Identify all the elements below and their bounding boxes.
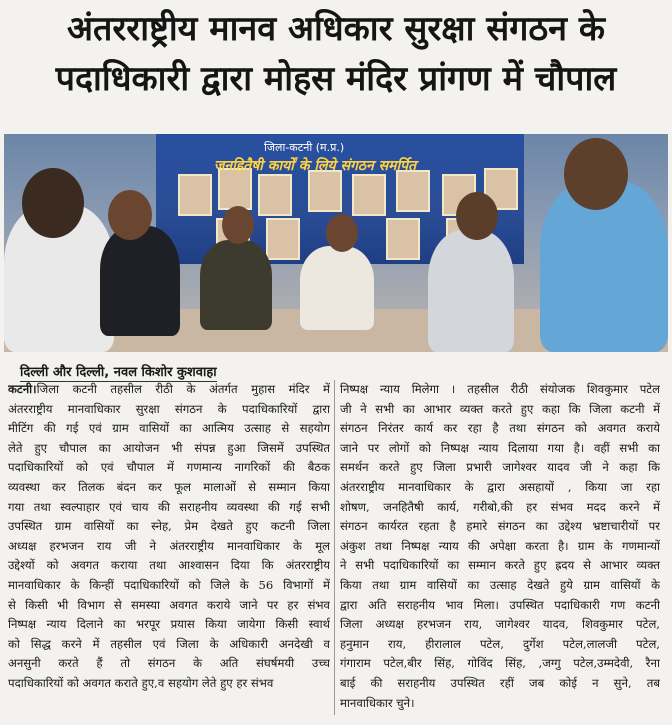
person-vest	[200, 240, 272, 330]
article-line-text: जाने पर लोगों को निष्पक्ष न्याय दिलाया गया है। वहीं सभी का	[340, 440, 660, 455]
article-line-text: ने सभी पदाधिकारियों का सम्मान करते हुए ह्रदय से आभार व्यक्त	[340, 558, 660, 573]
article-line	[8, 674, 330, 694]
person-head	[22, 168, 84, 238]
article-line	[8, 439, 330, 459]
person-head	[564, 138, 628, 210]
person-head	[108, 190, 152, 240]
person-dark-jacket	[100, 226, 180, 336]
article-line	[8, 380, 330, 400]
article-line	[340, 615, 660, 635]
article-line-text: पदाधिकारियों को अवगत कराते हुए,व सहयोग लेते हुए हर संभव	[8, 675, 274, 690]
banner-portrait	[178, 174, 212, 216]
article-line	[8, 654, 330, 674]
banner-portrait	[258, 174, 292, 216]
banner-portrait	[352, 174, 386, 216]
article-line-text: द्वारा अति सराहनीय भाव मिला। उपस्थित पदाधिकारी गण कटनी	[340, 597, 660, 612]
banner-portrait	[308, 170, 342, 212]
article-line-text: अंतरराष्ट्रीय मानवाधिकार के द्वारा असहायों , किया जा रहा	[340, 479, 660, 494]
article-line-text: अंतरराष्ट्रीय मानवाधिकार सुरक्षा संगठन के पदाधिकारियों द्वारा	[8, 401, 330, 416]
person-white-kurta	[300, 246, 374, 330]
article-line-text: मानवाधिकार के किन्हीं पदाधिकारियों को जिले के 56 विभागों में	[8, 577, 330, 592]
article-line	[340, 537, 660, 557]
article-line-text: अध्यक्ष हरभजन राय जी ने अंतरराष्ट्रीय मानवाधिकार के मूल	[8, 538, 330, 553]
person-head	[326, 214, 358, 252]
article-line-text: संगठन निरंतर कार्य कर रहा है तथा संगठन को अवगत कराये	[340, 421, 660, 436]
headline	[10, 4, 662, 104]
article-line	[8, 478, 330, 498]
column-divider	[334, 380, 335, 715]
article-line	[8, 556, 330, 576]
article-line	[8, 576, 330, 596]
article-line-text: उद्देश्यों को अवगत कराया तथा आश्वासन दिया कि अंतरराष्ट्रीय	[8, 558, 330, 573]
headline-line-1: अंतरराष्ट्रीय मानव अधिकार सुरक्षा संगठन के	[67, 9, 605, 49]
article-line-text: पदाधिकारियों को एवं चौपाल में गणमान्य नागरिकों की बैठक	[8, 460, 330, 475]
article-line	[340, 654, 660, 674]
article-line-text: हनुमान राय, हीरालाल पटेल, दुर्गेश पटेल,लालजी पटेल,	[340, 636, 660, 651]
article-line-text: लेते हुए चौपाल का आयोजन भी संपन्न हुआ जिसमें उपस्थित	[8, 440, 330, 455]
article-line-text: मानवाधिकार चुने।	[340, 695, 415, 710]
article-line-text: शोषण, जनहितैषी कार्य, गरीबो,की हर संभव मदद करने में	[340, 499, 660, 514]
article-line	[340, 380, 660, 400]
article-line	[8, 517, 330, 537]
article-line-text: व्यवस्था कर तिलक बंदन कर फूल मालाओं से सम्मान किया	[8, 479, 330, 494]
banner-portrait	[266, 218, 300, 260]
article-line	[8, 498, 330, 518]
person-head	[456, 192, 498, 240]
banner-district-text: जिला-कटनी (म.प्र.)	[264, 141, 345, 154]
article-line-text: समर्थन करते हुए जिला प्रभारी जागेश्वर यादव जी ने कहा कि	[340, 460, 660, 475]
article-line-text: बाई की सराहनीय उपस्थित रहीं जब कोई न सुने, तब	[340, 675, 660, 690]
article-line-text: संगठन कार्यरत रहता है हमारे संगठन का उद्देश्य भ्रष्टाचारीयों पर	[340, 519, 660, 534]
article-line-text: मीटिंग की गई एवं ग्राम वासियों का आत्मिय उत्साह से सहयोग	[8, 421, 330, 436]
article-line	[340, 419, 660, 439]
article-line	[340, 478, 660, 498]
article-line-text: उपस्थित ग्राम वासियों का स्नेह, प्रेम देखते हुए कटनी जिला	[8, 519, 330, 534]
article-line	[340, 517, 660, 537]
article-line-text: गंगाराम पटेल,बीर सिंह, गोविंद सिंह, ,जग्गु पटेल,उम्मदेवी, रैना	[340, 656, 660, 671]
article-line-text: किया तथा ग्राम वासियों का उत्साह देखते हुये ग्राम वासियों के	[340, 577, 660, 592]
article-line	[340, 458, 660, 478]
article-line-text: अनसुनी करते हैं तो संगठन के अति संघर्षमयी उच्च	[8, 656, 330, 671]
article-column-1	[8, 380, 330, 694]
article-line	[8, 400, 330, 420]
article-line	[340, 576, 660, 596]
article-line	[8, 635, 330, 655]
article-line	[8, 537, 330, 557]
article-line	[8, 596, 330, 616]
news-photo	[4, 134, 668, 352]
banner-slogan-text: जनहितैषी कार्यों के लिये संगठन समर्पित	[214, 158, 417, 174]
article-line-text: से किसी भी विभाग से समस्या अवगत कराये जाने पर हर संभव	[8, 597, 330, 612]
banner-portrait	[386, 218, 420, 260]
article-line	[340, 498, 660, 518]
article-line-text: जिला कटनी तहसील रीठी के अंतर्गत मुहास मंदिर में	[36, 382, 330, 396]
article-line-text: निष्पक्ष न्याय दिलाने का भरपूर प्रयास किया जायेगा किसी स्वार्थ	[8, 617, 330, 632]
article-line-text: गया तथा स्वल्पाहार एवं चाय की सराहनीय व्यवस्था की गई सभी	[8, 499, 330, 514]
person-head	[222, 206, 254, 244]
headline-line-2: पदाधिकारी द्वारा मोहस मंदिर प्रांगण में चौपाल	[55, 59, 617, 99]
article-line	[340, 439, 660, 459]
article-line-text: जिला अध्यक्ष हरभजन राय, जागेश्वर यादव, शिवकुमार पटेल,	[340, 617, 660, 632]
article-line	[340, 635, 660, 655]
article-line-text: जी ने सभी का आभार व्यक्त करते हुए कहा कि जिला कटनी में	[340, 401, 660, 416]
article-line-text: अंकुश तथा निष्पक्ष न्याय की अपेक्षा करता है। ग्राम के गणमान्यों	[340, 538, 660, 553]
article-line	[340, 674, 660, 694]
byline: दिल्ली और दिल्ली, नवल किशोर कुशवाहा	[20, 362, 217, 382]
banner-portrait	[396, 170, 430, 212]
article-line	[340, 596, 660, 616]
article-line-text: निष्पक्ष न्याय मिलेगा । तहसील रीठी संयोजक शिवकुमार पटेल	[340, 382, 660, 396]
article-line	[8, 615, 330, 635]
dateline: कटनी।	[8, 382, 37, 396]
article-line	[340, 556, 660, 576]
article-line	[340, 694, 660, 714]
article-line	[340, 400, 660, 420]
person-grey-shirt	[428, 230, 514, 352]
article-line	[8, 458, 330, 478]
article-line-text: को सिद्ध करने में तहसील एवं जिला के अधिकारी अनदेखी व	[8, 636, 330, 651]
article-line	[8, 419, 330, 439]
article-column-2	[340, 380, 660, 713]
